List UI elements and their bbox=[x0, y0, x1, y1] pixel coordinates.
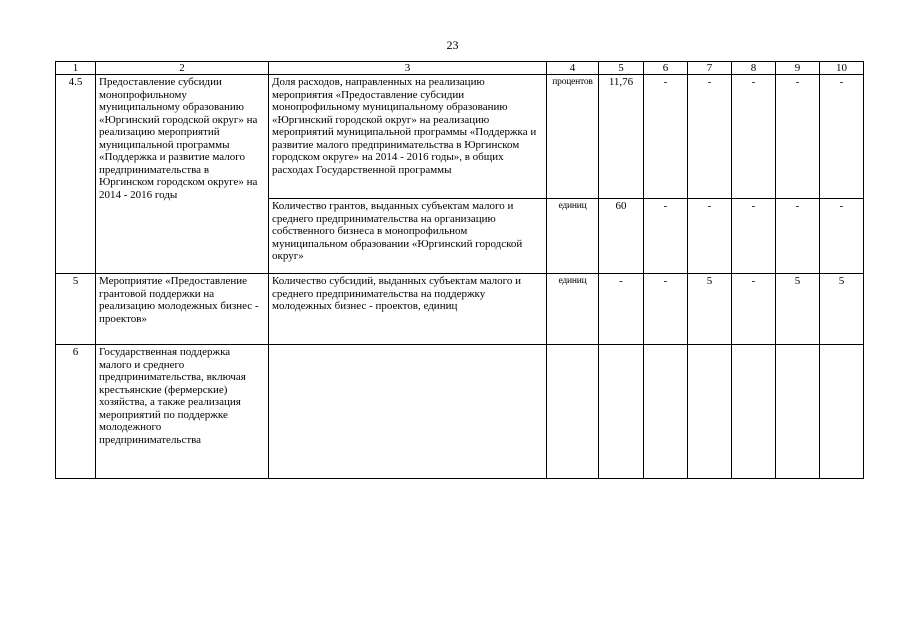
row-number: 5 bbox=[56, 274, 96, 345]
table-row bbox=[56, 345, 864, 479]
value-cell: - bbox=[820, 75, 864, 199]
value-cell: 60 bbox=[599, 199, 644, 274]
value-cell: - bbox=[644, 75, 688, 199]
value-cell: - bbox=[732, 199, 776, 274]
value-cell: - bbox=[644, 199, 688, 274]
value-cell: - bbox=[732, 274, 776, 345]
indicator-text bbox=[269, 345, 547, 479]
column-header: 4 bbox=[547, 62, 599, 75]
value-cell: 11,76 bbox=[599, 75, 644, 199]
column-header: 1 bbox=[56, 62, 96, 75]
value-cell bbox=[599, 345, 644, 479]
value-cell: - bbox=[820, 199, 864, 274]
value-cell: - bbox=[776, 199, 820, 274]
row-number: 6 bbox=[56, 345, 96, 479]
value-cell: 5 bbox=[820, 274, 864, 345]
unit-cell: единиц bbox=[547, 274, 599, 345]
indicator-text: Количество субсидий, выданных субъектам малого и среднего предпринимательства на поддержку молодежных бизнес - проектов, единиц bbox=[269, 274, 547, 345]
measure-name: Государственная поддержка малого и среднего предпринимательства, включая крестьянские (фермерские) хозяйства, а также реализация мероприятий по поддержке молодежного предпринимательства bbox=[96, 345, 269, 479]
value-cell bbox=[688, 345, 732, 479]
value-cell bbox=[732, 345, 776, 479]
value-cell: - bbox=[599, 274, 644, 345]
unit-cell: единиц bbox=[547, 199, 599, 274]
column-header: 3 bbox=[269, 62, 547, 75]
indicator-text: Количество грантов, выданных субъектам малого и среднего предпринимательства на организацию собственного бизнеса в монопрофильном муниципальном образовании «Юргинский городской округ» bbox=[269, 199, 547, 274]
column-header: 5 bbox=[599, 62, 644, 75]
value-cell: - bbox=[776, 75, 820, 199]
page-number: 23 bbox=[446, 38, 459, 52]
value-cell bbox=[776, 345, 820, 479]
value-cell: 5 bbox=[776, 274, 820, 345]
value-cell bbox=[644, 345, 688, 479]
measure-name: Предоставление субсидии монопрофильному муниципальному образованию «Юргинский городской округ» на реализацию мероприятий муниципальной программы «Поддержка и развитие малого предпринимательства в Юргинском городском округе» на 2014 - 2016 годы bbox=[96, 75, 269, 274]
unit-cell: процентов bbox=[547, 75, 599, 199]
indicators-table bbox=[55, 61, 864, 479]
column-header: 9 bbox=[776, 62, 820, 75]
value-cell: - bbox=[688, 199, 732, 274]
table-header-row bbox=[56, 62, 864, 75]
unit-cell bbox=[547, 345, 599, 479]
value-cell: - bbox=[644, 274, 688, 345]
value-cell: - bbox=[732, 75, 776, 199]
column-header: 10 bbox=[820, 62, 864, 75]
value-cell: - bbox=[688, 75, 732, 199]
indicator-text: Доля расходов, направленных на реализацию мероприятия «Предоставление субсидии монопрофильному муниципальному образованию «Юргинский городской округ» на реализацию мероприятий муниципальной программы «Поддержка и развитие малого предпринимательства в Юргинском городском округе» на 2014 - 2016 годы», в общих расходах Государственной программы bbox=[269, 75, 547, 199]
table-row bbox=[56, 75, 864, 199]
column-header: 2 bbox=[96, 62, 269, 75]
column-header: 8 bbox=[732, 62, 776, 75]
value-cell: 5 bbox=[688, 274, 732, 345]
value-cell bbox=[820, 345, 864, 479]
table-row bbox=[56, 274, 864, 345]
row-number: 4.5 bbox=[56, 75, 96, 274]
column-header: 7 bbox=[688, 62, 732, 75]
column-header: 6 bbox=[644, 62, 688, 75]
measure-name: Мероприятие «Предоставление грантовой поддержки на реализацию молодежных бизнес - проектов» bbox=[96, 274, 269, 345]
